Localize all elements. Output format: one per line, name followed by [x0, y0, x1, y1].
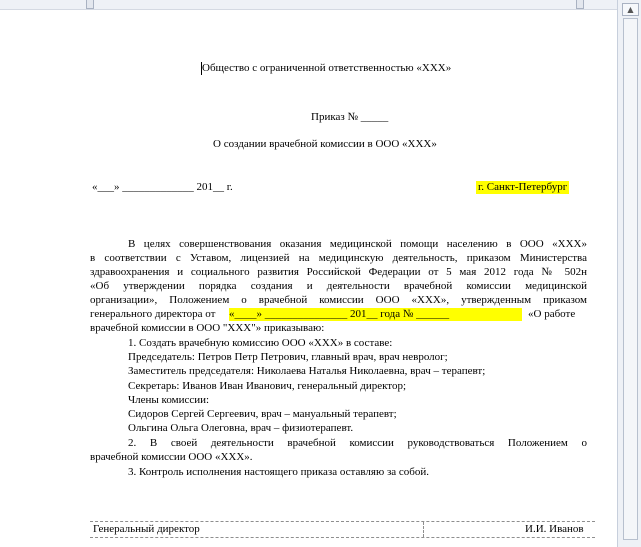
body-line-3: здравоохранения и социального развития Российской Федерации от 5 мая 2012 года № 502н	[90, 266, 587, 278]
commission-member-2: Ольгина Ольга Олеговна, врач – физиотерапевт.	[128, 422, 354, 434]
commission-secretary: Секретарь: Иванов Иван Иванович, генеральный директор;	[128, 380, 407, 392]
item-1: 1. Создать врачебную комиссию ООО «ХХХ» в составе:	[128, 337, 393, 349]
scroll-thumb[interactable]	[623, 18, 638, 540]
commission-deputy: Заместитель председателя: Николаева Наталья Николаевна, врач – терапевт;	[128, 365, 486, 377]
order-date: «___» _____________ 201__ г.	[92, 181, 233, 193]
item-3: 3. Контроль исполнения настоящего приказа оставляю за собой.	[128, 466, 430, 478]
order-subject: О создании врачебной комиссии в ООО «ХХХ»	[213, 138, 437, 150]
right-margin-marker[interactable]	[576, 0, 584, 9]
commission-member-1: Сидоров Сергей Сергеевич, врач – мануальный терапевт;	[128, 408, 397, 420]
signature-divider	[423, 522, 424, 537]
ruler-strip	[0, 0, 641, 10]
city-name: г. Санкт-Петербург	[478, 181, 568, 193]
body-line-2: в соответствии с Уставом, лицензией на медицинскую деятельность, приказом Министерства	[90, 252, 587, 264]
body-line-6-start: генерального директора от	[90, 308, 216, 320]
members-label: Члены комиссии:	[128, 394, 210, 406]
item-2-line-1: 2. В своей деятельности врачебной комиссии руководствоваться Положением о	[128, 437, 587, 449]
commission-chair: Председатель: Петров Петр Петрович, главный врач, врач невролог;	[128, 351, 448, 363]
body-line-6-end: «О работе	[528, 308, 576, 320]
scroll-up-icon[interactable]: ▲	[622, 3, 639, 16]
vertical-scrollbar[interactable]	[617, 0, 641, 547]
organization-name: Общество с ограниченной ответственностью «ХХХ»	[202, 62, 452, 74]
signature-table	[90, 521, 595, 538]
signature-name: И.И. Иванов	[525, 523, 584, 535]
order-reference-highlight: «____» _______________ 201__ года № ______	[229, 308, 522, 321]
body-line-7: врачебной комиссии в ООО "ХХХ"» приказываю:	[90, 322, 325, 334]
signature-position: Генеральный директор	[93, 523, 200, 535]
body-line-4: «Об утверждении порядка создания и деятельности врачебной комиссии медицинской	[90, 280, 587, 292]
item-2-line-2: врачебной комиссии ООО «ХХХ».	[90, 451, 253, 463]
body-line-1: В целях совершенствования оказания медицинской помощи населению в ООО «ХХХ»	[128, 238, 587, 250]
left-margin-marker[interactable]	[86, 0, 94, 9]
order-title: Приказ № _____	[311, 111, 389, 123]
body-line-5: организации», Положением о врачебной комиссии ООО «ХХХ», утвержденным приказом	[90, 294, 587, 306]
